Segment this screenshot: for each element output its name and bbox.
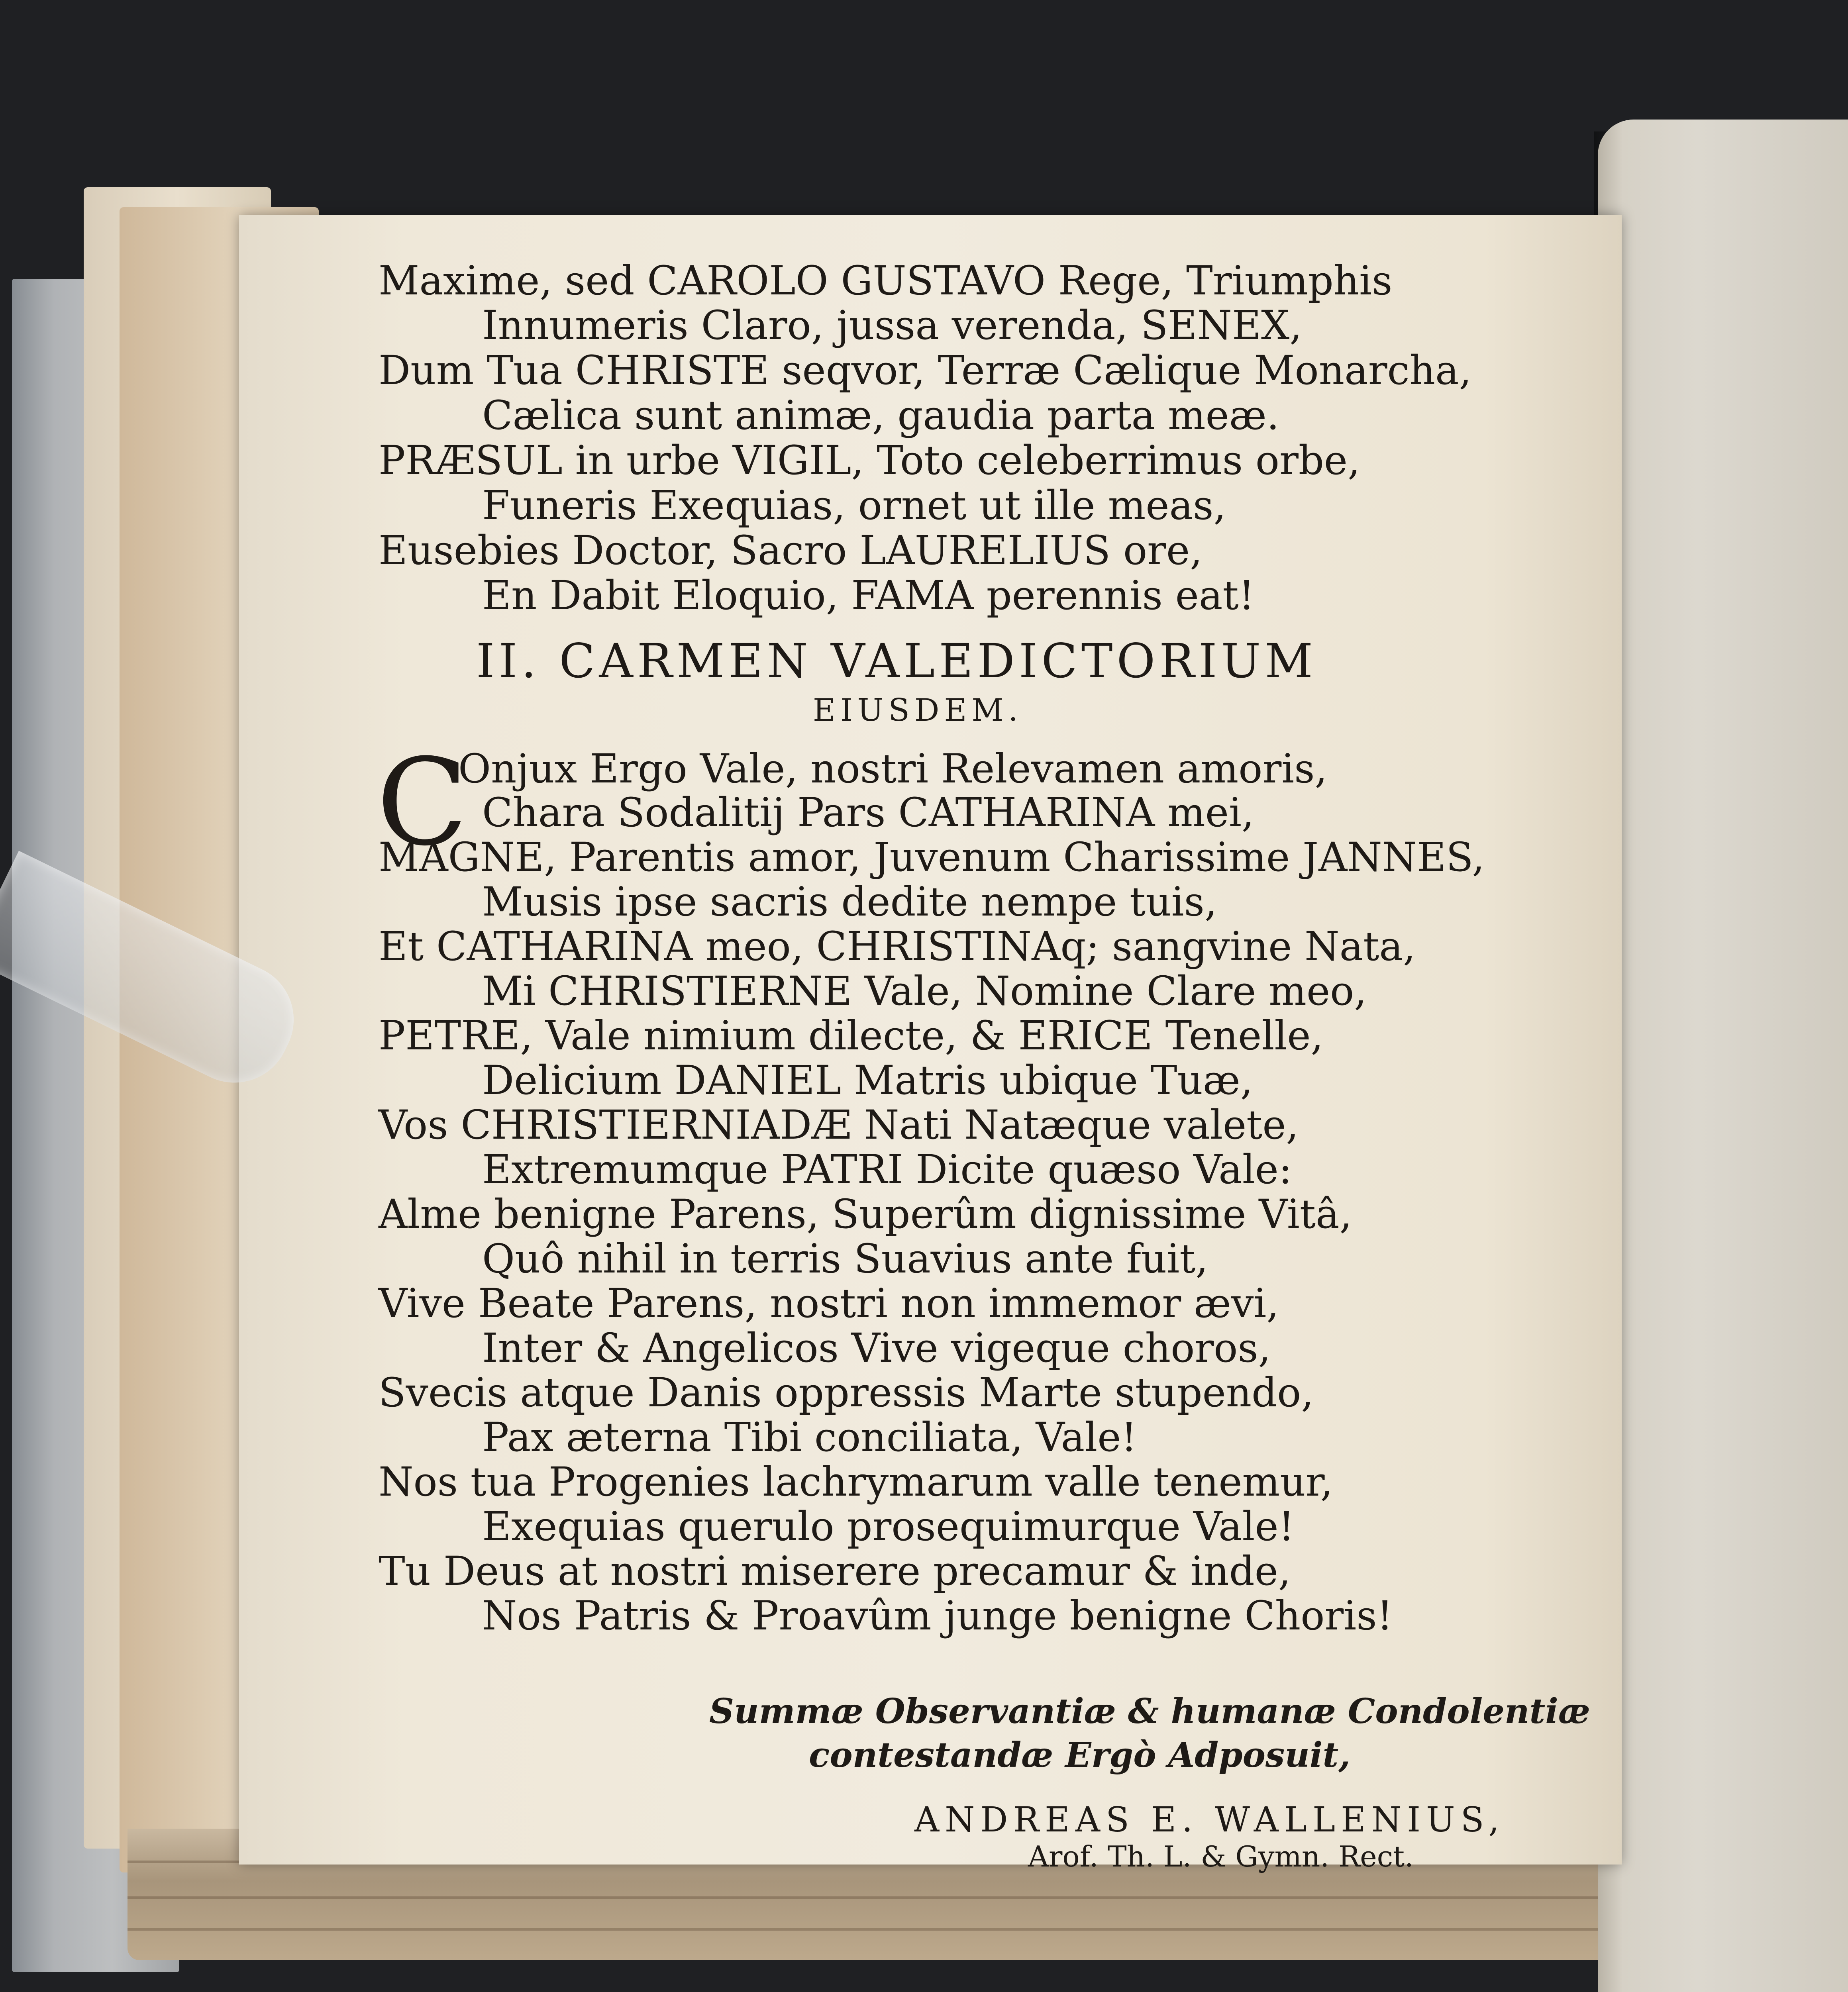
poem-line: Et CATHARINA meo, CHRISTINAq; sangvine Nata, xyxy=(379,923,1416,970)
poem-line: Delicium DANIEL Matris ubique Tuæ, xyxy=(482,1057,1253,1104)
poem-line: Tu Deus at nostri miserere precamur & inde, xyxy=(379,1548,1291,1594)
poem-line: Vive Beate Parens, nostri non immemor ævi, xyxy=(379,1280,1279,1327)
poem-line: Nos tua Progenies lachrymarum valle tenemur, xyxy=(379,1459,1333,1505)
poem-line: Innumeris Claro, jussa verenda, SENEX, xyxy=(482,302,1303,349)
poem-line: Inter & Angelicos Vive vigeque choros, xyxy=(482,1325,1271,1371)
poem-line: Extremumque PATRI Dicite quæso Vale: xyxy=(482,1146,1292,1193)
poem-line: Svecis atque Danis oppressis Marte stupendo, xyxy=(379,1369,1314,1416)
poem-line: Nos Patris & Proavûm junge benigne Choris! xyxy=(482,1592,1393,1639)
dedication-line-1: Summæ Observantiæ & humanæ Condolentiæ xyxy=(709,1691,1591,1731)
poem-line: Dum Tua CHRISTE seqvor, Terræ Cælique Monarcha, xyxy=(379,347,1472,394)
poem-line: Cælica sunt animæ, gaudia parta meæ. xyxy=(482,392,1279,439)
poem-line: Quô nihil in terris Suavius ante fuit, xyxy=(482,1235,1208,1282)
poem-line: Exequias querulo prosequimurque Vale! xyxy=(482,1503,1295,1550)
book-cover-right xyxy=(1598,120,1848,1992)
poem-line: MAGNE, Parentis amor, Juvenum Charissime JANNES, xyxy=(379,834,1485,880)
poem-line: PETRE, Vale nimium dilecte, & ERICE Tenelle, xyxy=(379,1012,1324,1059)
poem-line: Eusebies Doctor, Sacro LAURELIUS ore, xyxy=(379,527,1203,574)
poem-line: Vos CHRISTIERNIADÆ Nati Natæque valete, xyxy=(379,1102,1299,1148)
signature-name: ANDREAS E. WALLENIUS, xyxy=(914,1800,1505,1840)
poem-line: PRÆSUL in urbe VIGIL, Toto celeberrimus orbe, xyxy=(379,437,1360,484)
poem-line-first: Onjux Ergo Vale, nostri Relevamen amoris, xyxy=(458,745,1328,792)
poem-line: Chara Sodalitij Pars CATHARINA mei, xyxy=(482,789,1254,836)
poem-line: Maxime, sed CAROLO GUSTAVO Rege, Triumphis xyxy=(379,257,1393,304)
poem-line: Funeris Exequias, ornet ut ille meas, xyxy=(482,482,1226,529)
poem-line: Alme benigne Parens, Superûm dignissime Vitâ, xyxy=(379,1191,1352,1237)
signature-title: Arof. Th. L. & Gymn. Rect. xyxy=(1028,1840,1414,1873)
poem-line: Musis ipse sacris dedite nempe tuis, xyxy=(482,878,1217,925)
poem-line: Mi CHRISTIERNE Vale, Nomine Clare meo, xyxy=(482,968,1367,1014)
section-subheading: EIUSDEM. xyxy=(813,692,1023,728)
dedication-line-2: contestandæ Ergò Adposuit, xyxy=(809,1735,1351,1775)
drop-cap: C xyxy=(377,733,468,872)
poem-line: Pax æterna Tibi conciliata, Vale! xyxy=(482,1414,1137,1461)
section-heading: II. CARMEN VALEDICTORIUM xyxy=(476,633,1317,688)
poem-line: En Dabit Eloquio, FAMA perennis eat! xyxy=(482,572,1255,619)
